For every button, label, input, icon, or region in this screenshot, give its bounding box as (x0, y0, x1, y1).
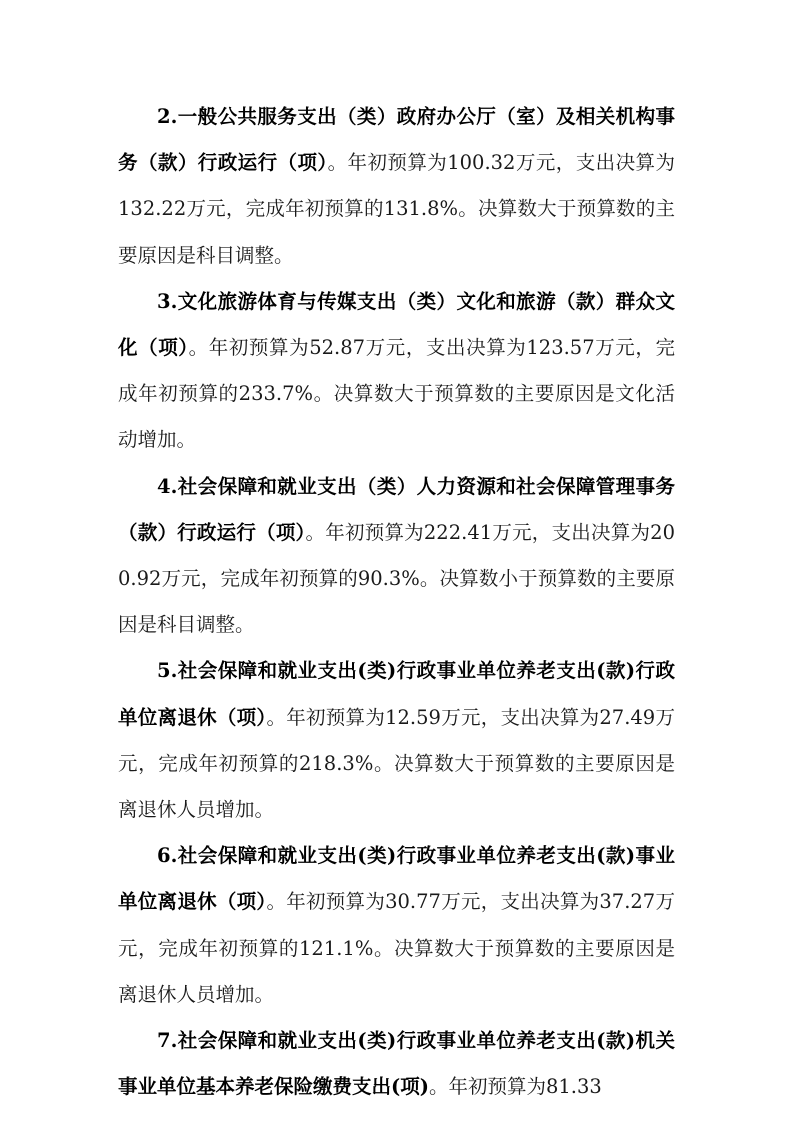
paragraph-heading: 4.社会保障和就业支出（类）人力资源和社会保障管理事务（款）行政运行（项） (118, 474, 675, 544)
paragraph-heading: 5.社会保障和就业支出(类)行政事业单位养老支出(款)行政单位离退休（项） (118, 659, 675, 729)
paragraph-heading: 2.一般公共服务支出（类）政府办公厅（室）及相关机构事务（款）行政运行（项） (118, 105, 675, 175)
paragraph-heading: 7.社会保障和就业支出(类)行政事业单位养老支出(款)机关事业单位基本养老保险缴费支出(项) (118, 1029, 675, 1099)
paragraph-text: 。年初预算为52.87万元，支出决算为123.57万元，完成年初预算的233.7%。决算数大于预算数的主要原因是文化活动增加。 (118, 336, 675, 452)
document-body (118, 94, 675, 1110)
paragraph-text: 。年初预算为222.41万元，支出决算为200.92万元，完成年初预算的90.3%。决算数小于预算数的主要原因是科目调整。 (118, 520, 675, 637)
paragraph-heading: 6.社会保障和就业支出(类)行政事业单位养老支出(款)事业单位离退休（项） (118, 844, 675, 914)
paragraph-text: 。年初预算为81.33 (428, 1075, 602, 1099)
paragraph-item-3 (118, 279, 675, 464)
paragraph-item-7 (118, 1018, 675, 1110)
paragraph-item-6 (118, 833, 675, 1018)
paragraph-text: 。年初预算为12.59万元，支出决算为27.49万元，完成年初预算的218.3%。决算数大于预算数的主要原因是离退休人员增加。 (118, 705, 675, 822)
paragraph-item-2 (118, 94, 675, 279)
paragraph-item-5 (118, 648, 675, 833)
paragraph-heading: 3.文化旅游体育与传媒支出（类）文化和旅游（款）群众文化（项） (118, 289, 675, 360)
paragraph-item-4 (118, 464, 675, 649)
paragraph-text: 。年初预算为30.77万元，支出决算为37.27万元，完成年初预算的121.1%。决算数大于预算数的主要原因是离退休人员增加。 (118, 890, 675, 1006)
paragraph-text: 。年初预算为100.32万元，支出决算为132.22万元，完成年初预算的131.8%。决算数大于预算数的主要原因是科目调整。 (118, 151, 675, 267)
